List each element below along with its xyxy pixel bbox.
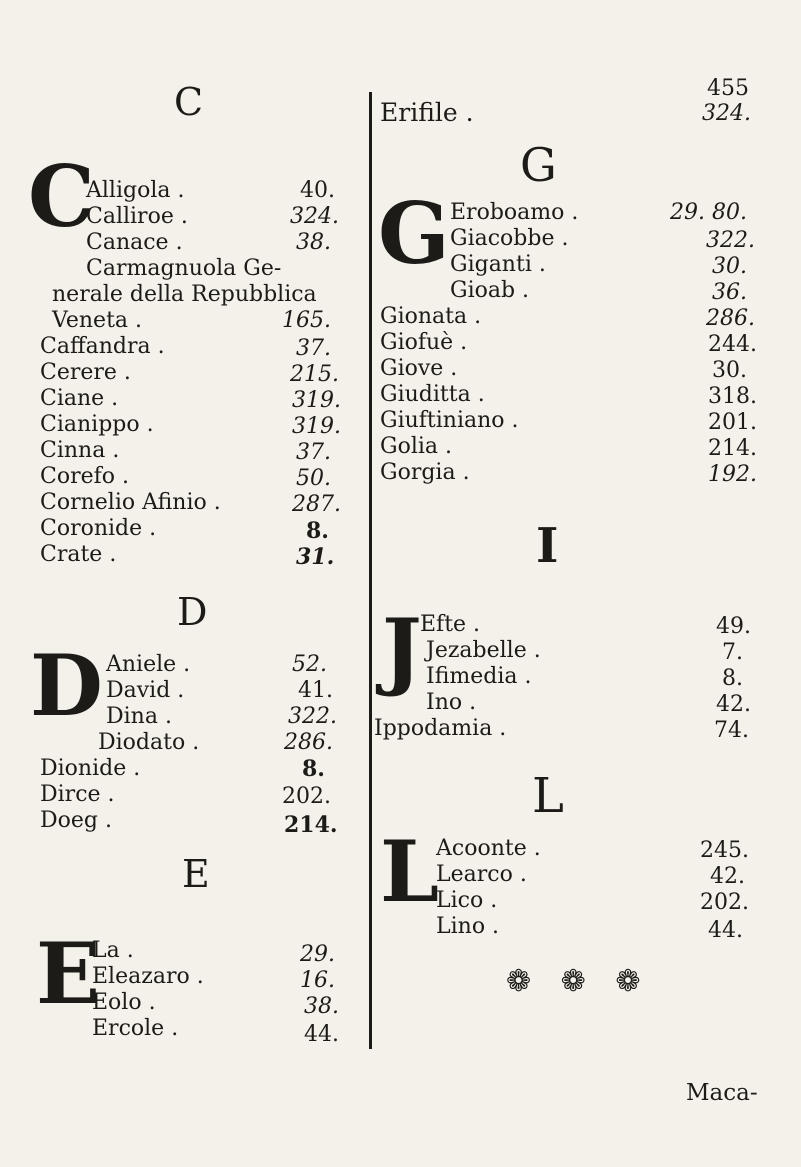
entry-name: Lico . xyxy=(436,888,498,913)
entry-name: Ifimedia . xyxy=(426,664,532,689)
entry-name: Calliroe . xyxy=(86,204,188,229)
entry-page: 319. xyxy=(292,414,341,439)
drop-cap-d: D xyxy=(30,636,103,735)
entry-page: 44. xyxy=(304,1022,339,1047)
drop-cap-l: L xyxy=(380,822,440,921)
entry-name: Acoonte . xyxy=(436,836,541,861)
entry-name: Veneta . xyxy=(52,308,143,333)
entry-page: 30. xyxy=(712,254,747,279)
entry-page: 50. xyxy=(296,466,331,491)
entry-name: Coronide . xyxy=(40,516,157,541)
printer-ornament: ❁ ❁ ❁ xyxy=(506,964,651,999)
entry-name: Cianippo . xyxy=(40,412,154,437)
top-right-number: 324. xyxy=(702,101,751,126)
section-heading-g: G xyxy=(520,138,557,192)
entry-page: 16. xyxy=(300,968,335,993)
entry-name: Gorgia . xyxy=(380,460,470,485)
entry-name: Dina . xyxy=(106,704,172,729)
entry-page: 36. xyxy=(712,280,747,305)
entry-name: Gionata . xyxy=(380,304,482,329)
entry-page: 324. xyxy=(290,204,339,229)
entry-name: Ippodamia . xyxy=(374,716,507,741)
column-divider xyxy=(369,92,372,1049)
entry-name: Diodato . xyxy=(98,730,200,755)
entry-page: 8. xyxy=(302,756,325,782)
entry-name: Caffandra . xyxy=(40,334,165,359)
entry-page: 201. xyxy=(708,410,757,435)
entry-name: Giuditta . xyxy=(380,382,485,407)
drop-cap-e: E xyxy=(36,924,101,1023)
entry-name: Ciane . xyxy=(40,386,119,411)
entry-page: 41. xyxy=(298,678,333,703)
entry-page: 318. xyxy=(708,384,757,409)
entry-name: Cornelio Afinio . xyxy=(40,490,221,515)
entry-page: 38. xyxy=(304,994,339,1019)
entry-page: 214. xyxy=(284,812,338,838)
entry-name: Giganti . xyxy=(450,252,546,277)
entry-page: 42. xyxy=(710,864,745,889)
entry-page: 38. xyxy=(296,230,331,255)
entry-name: Dionide . xyxy=(40,756,141,781)
entry-page: 8. xyxy=(722,666,743,691)
entry-page: 29. xyxy=(300,942,335,967)
entry-name: Dirce . xyxy=(40,782,115,807)
page-number: 455 xyxy=(707,76,749,101)
entry-name: Efte . xyxy=(420,612,481,637)
entry-name: Golia . xyxy=(380,434,452,459)
entry-name: Crate . xyxy=(40,542,117,567)
entry-name: Giofuè . xyxy=(380,330,468,355)
entry-page: 215. xyxy=(290,362,339,387)
entry-name: Eroboamo . xyxy=(450,200,579,225)
entry-name: Cerere . xyxy=(40,360,131,385)
entry-page: 214. xyxy=(708,436,757,461)
drop-cap-i: J xyxy=(382,600,422,699)
section-letter-c-top: C xyxy=(174,80,204,124)
entry-page: 322. xyxy=(706,228,755,253)
entry-page: 8. xyxy=(306,518,329,544)
drop-cap-c: C xyxy=(28,147,95,246)
section-heading-l: L xyxy=(532,768,564,824)
entry-name: Learco . xyxy=(436,862,527,887)
entry-page: 165. xyxy=(282,308,331,333)
entry-page: 245. xyxy=(700,838,749,863)
entry-name: Lino . xyxy=(436,914,500,939)
section-heading-e: E xyxy=(182,852,210,896)
entry-name: Carmagnuola Ge- xyxy=(86,256,282,281)
entry-page: 74. xyxy=(714,718,749,743)
entry-name: Corefo . xyxy=(40,464,129,489)
entry-name: Jezabelle . xyxy=(426,638,541,663)
entry-page: 52. xyxy=(292,652,327,677)
entry-name: Giacobbe . xyxy=(450,226,569,251)
entry-page: 42. xyxy=(716,692,751,717)
entry-page: 244. xyxy=(708,332,757,357)
running-title: Erifile . xyxy=(380,98,474,127)
entry-name: Gioab . xyxy=(450,278,530,303)
drop-cap-g: G xyxy=(378,184,450,283)
entry-name: Ercole . xyxy=(92,1016,179,1041)
entry-page: 192. xyxy=(708,462,757,487)
entry-page: 44. xyxy=(708,918,743,943)
entry-page: 202. xyxy=(700,890,749,915)
entry-name: Canace . xyxy=(86,230,183,255)
entry-page: 29. 80. xyxy=(670,200,747,225)
entry-page: 322. xyxy=(288,704,337,729)
entry-name: Cinna . xyxy=(40,438,120,463)
entry-page: 319. xyxy=(292,388,341,413)
entry-name: Giuftiniano . xyxy=(380,408,519,433)
entry-name: Aniele . xyxy=(106,652,191,677)
entry-page: 49. xyxy=(716,614,751,639)
entry-name: Eolo . xyxy=(92,990,156,1015)
entry-name: Doeg . xyxy=(40,808,112,833)
entry-name: nerale della Repubblica xyxy=(52,282,317,307)
entry-name: Alligola . xyxy=(86,178,185,203)
entry-page: 30. xyxy=(712,358,747,383)
entry-page: 37. xyxy=(296,336,331,361)
section-heading-i: I xyxy=(536,518,559,574)
entry-page: 202. xyxy=(282,784,331,809)
entry-page: 286. xyxy=(706,306,755,331)
catchword: Maca- xyxy=(686,1080,758,1106)
entry-name: Eleazaro . xyxy=(92,964,204,989)
entry-name: Ino . xyxy=(426,690,477,715)
section-heading-d: D xyxy=(177,590,208,634)
entry-name: David . xyxy=(106,678,185,703)
entry-page: 31. xyxy=(296,544,335,570)
entry-page: 286. xyxy=(284,730,333,755)
entry-page: 287. xyxy=(292,492,341,517)
entry-page: 7. xyxy=(722,640,743,665)
entry-name: Giove . xyxy=(380,356,458,381)
entry-name: La . xyxy=(92,938,134,963)
entry-page: 40. xyxy=(300,178,335,203)
entry-page: 37. xyxy=(296,440,331,465)
